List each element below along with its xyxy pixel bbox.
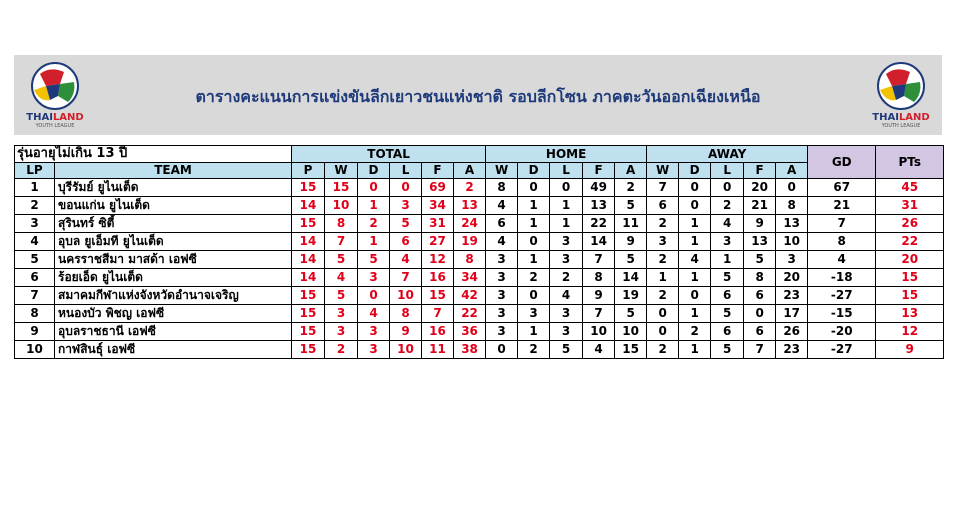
home-stat-cell: 7 [583, 251, 615, 269]
total-stat-cell: 5 [325, 251, 358, 269]
position-cell: 3 [15, 215, 55, 233]
age-group-label: รุ่นอายุไม่เกิน 13 ปี [15, 146, 292, 163]
away-stat-cell: 26 [776, 323, 808, 341]
team-name-cell: สุรินทร์ ซิตี้ [55, 215, 292, 233]
total-col-header: D [358, 163, 390, 179]
away-stat-cell: 23 [776, 341, 808, 359]
away-stat-cell: 0 [679, 197, 711, 215]
total-stat-cell: 42 [454, 287, 486, 305]
away-stat-cell: 1 [679, 233, 711, 251]
home-stat-cell: 4 [550, 287, 583, 305]
away-stat-cell: 2 [647, 215, 679, 233]
home-stat-cell: 1 [518, 215, 550, 233]
total-stat-cell: 5 [390, 215, 422, 233]
away-stat-cell: 0 [679, 179, 711, 197]
total-stat-cell: 5 [358, 251, 390, 269]
home-stat-cell: 2 [518, 269, 550, 287]
home-stat-cell: 4 [583, 341, 615, 359]
home-stat-cell: 0 [518, 287, 550, 305]
home-stat-cell: 4 [486, 233, 518, 251]
away-stat-cell: 3 [711, 233, 744, 251]
home-stat-cell: 1 [518, 197, 550, 215]
home-col-header: D [518, 163, 550, 179]
home-stat-cell: 3 [550, 323, 583, 341]
home-stat-cell: 1 [550, 215, 583, 233]
total-stat-cell: 34 [422, 197, 454, 215]
total-stat-cell: 4 [325, 269, 358, 287]
total-stat-cell: 31 [422, 215, 454, 233]
total-stat-cell: 4 [390, 251, 422, 269]
home-col-header: W [486, 163, 518, 179]
away-stat-cell: 5 [744, 251, 776, 269]
away-stat-cell: 3 [647, 233, 679, 251]
away-stat-cell: 0 [647, 323, 679, 341]
home-col-header: A [615, 163, 647, 179]
away-col-header: A [776, 163, 808, 179]
soccer-ball-icon [866, 60, 936, 112]
home-group-header: HOME [486, 146, 647, 163]
away-group-header: AWAY [647, 146, 808, 163]
away-stat-cell: 0 [647, 305, 679, 323]
home-stat-cell: 10 [615, 323, 647, 341]
away-stat-cell: 1 [679, 215, 711, 233]
away-stat-cell: 1 [679, 305, 711, 323]
away-stat-cell: 13 [776, 215, 808, 233]
total-stat-cell: 3 [358, 269, 390, 287]
total-stat-cell: 14 [292, 251, 325, 269]
home-stat-cell: 15 [615, 341, 647, 359]
title-banner [14, 55, 942, 135]
away-stat-cell: 2 [647, 251, 679, 269]
total-stat-cell: 15 [292, 341, 325, 359]
total-stat-cell: 1 [358, 197, 390, 215]
home-stat-cell: 22 [583, 215, 615, 233]
home-stat-cell: 1 [550, 197, 583, 215]
position-cell: 9 [15, 323, 55, 341]
total-stat-cell: 16 [422, 269, 454, 287]
home-stat-cell: 3 [486, 287, 518, 305]
table-row [15, 179, 944, 197]
away-col-header: L [711, 163, 744, 179]
goal-difference-cell: -27 [808, 287, 876, 305]
home-stat-cell: 0 [518, 233, 550, 251]
team-name-cell: กาฬสินธุ์ เอฟซี [55, 341, 292, 359]
team-name-cell: อุบลราชธานี เอฟซี [55, 323, 292, 341]
total-stat-cell: 14 [292, 269, 325, 287]
points-cell: 9 [876, 341, 944, 359]
away-col-header: W [647, 163, 679, 179]
home-stat-cell: 3 [486, 269, 518, 287]
total-stat-cell: 15 [292, 215, 325, 233]
home-col-header: F [583, 163, 615, 179]
table-row [15, 215, 944, 233]
total-stat-cell: 3 [325, 323, 358, 341]
standings-table [14, 145, 944, 359]
total-stat-cell: 0 [358, 179, 390, 197]
home-col-header: L [550, 163, 583, 179]
away-stat-cell: 6 [647, 197, 679, 215]
total-stat-cell: 0 [390, 179, 422, 197]
total-stat-cell: 34 [454, 269, 486, 287]
away-stat-cell: 0 [679, 287, 711, 305]
away-stat-cell: 21 [744, 197, 776, 215]
home-stat-cell: 8 [583, 269, 615, 287]
away-stat-cell: 6 [711, 323, 744, 341]
home-stat-cell: 3 [486, 323, 518, 341]
home-stat-cell: 5 [615, 251, 647, 269]
away-stat-cell: 13 [744, 233, 776, 251]
goal-difference-cell: -27 [808, 341, 876, 359]
points-cell: 15 [876, 287, 944, 305]
home-stat-cell: 0 [518, 179, 550, 197]
page-title: ตารางคะแนนการแข่งขันลีกเยาวชนแห่งชาติ รอบลีกโซน ภาคตะวันออกเฉียงเหนือ [195, 87, 761, 106]
total-stat-cell: 7 [422, 305, 454, 323]
away-stat-cell: 8 [744, 269, 776, 287]
total-stat-cell: 19 [454, 233, 486, 251]
position-cell: 1 [15, 179, 55, 197]
home-stat-cell: 3 [518, 305, 550, 323]
total-stat-cell: 8 [390, 305, 422, 323]
away-stat-cell: 6 [744, 323, 776, 341]
total-stat-cell: 13 [454, 197, 486, 215]
total-stat-cell: 38 [454, 341, 486, 359]
home-stat-cell: 49 [583, 179, 615, 197]
home-stat-cell: 8 [486, 179, 518, 197]
total-stat-cell: 3 [390, 197, 422, 215]
team-name-cell: ขอนแก่น ยูไนเต็ด [55, 197, 292, 215]
away-stat-cell: 2 [647, 341, 679, 359]
table-row [15, 233, 944, 251]
away-stat-cell: 6 [744, 287, 776, 305]
column-header-row [15, 163, 944, 179]
home-stat-cell: 0 [550, 179, 583, 197]
total-stat-cell: 22 [454, 305, 486, 323]
home-stat-cell: 7 [583, 305, 615, 323]
away-stat-cell: 0 [776, 179, 808, 197]
total-stat-cell: 11 [422, 341, 454, 359]
logo-subtitle: YOUTH LEAGUE [35, 123, 75, 129]
total-stat-cell: 2 [454, 179, 486, 197]
total-stat-cell: 2 [358, 215, 390, 233]
away-stat-cell: 1 [647, 269, 679, 287]
position-cell: 7 [15, 287, 55, 305]
total-stat-cell: 8 [454, 251, 486, 269]
total-stat-cell: 1 [358, 233, 390, 251]
table-row [15, 305, 944, 323]
points-cell: 20 [876, 251, 944, 269]
total-stat-cell: 10 [390, 287, 422, 305]
team-name-cell: บุรีรัมย์ ยูไนเต็ด [55, 179, 292, 197]
total-group-header: TOTAL [292, 146, 486, 163]
points-cell: 15 [876, 269, 944, 287]
away-stat-cell: 2 [647, 287, 679, 305]
standings-rows [15, 179, 944, 359]
goal-difference-cell: 7 [808, 215, 876, 233]
goal-difference-cell: 21 [808, 197, 876, 215]
team-name-cell: หนองบัว พิชญ เอฟซี [55, 305, 292, 323]
table-row [15, 323, 944, 341]
total-stat-cell: 27 [422, 233, 454, 251]
points-cell: 13 [876, 305, 944, 323]
total-stat-cell: 36 [454, 323, 486, 341]
home-stat-cell: 0 [486, 341, 518, 359]
away-stat-cell: 5 [711, 341, 744, 359]
goal-difference-cell: 8 [808, 233, 876, 251]
goal-difference-cell: -20 [808, 323, 876, 341]
total-col-header: P [292, 163, 325, 179]
away-col-header: F [744, 163, 776, 179]
total-stat-cell: 14 [292, 233, 325, 251]
total-stat-cell: 6 [390, 233, 422, 251]
home-stat-cell: 1 [518, 323, 550, 341]
team-name-cell: ร้อยเอ็ด ยูไนเต็ด [55, 269, 292, 287]
points-cell: 12 [876, 323, 944, 341]
home-stat-cell: 5 [615, 197, 647, 215]
total-stat-cell: 12 [422, 251, 454, 269]
total-stat-cell: 69 [422, 179, 454, 197]
home-stat-cell: 2 [518, 341, 550, 359]
total-stat-cell: 5 [325, 287, 358, 305]
home-stat-cell: 14 [615, 269, 647, 287]
table-row [15, 269, 944, 287]
team-header: TEAM [55, 163, 292, 179]
position-cell: 2 [15, 197, 55, 215]
position-cell: 8 [15, 305, 55, 323]
away-stat-cell: 20 [776, 269, 808, 287]
away-col-header: D [679, 163, 711, 179]
home-stat-cell: 3 [486, 251, 518, 269]
total-stat-cell: 10 [325, 197, 358, 215]
points-cell: 22 [876, 233, 944, 251]
total-col-header: F [422, 163, 454, 179]
total-stat-cell: 24 [454, 215, 486, 233]
home-stat-cell: 19 [615, 287, 647, 305]
logo-wordmark: THAILAND [872, 112, 930, 123]
team-name-cell: นครราชสีมา มาสด้า เอฟซี [55, 251, 292, 269]
home-stat-cell: 10 [583, 323, 615, 341]
away-stat-cell: 10 [776, 233, 808, 251]
gd-header: GD [808, 146, 876, 179]
total-col-header: A [454, 163, 486, 179]
total-stat-cell: 7 [390, 269, 422, 287]
away-stat-cell: 7 [647, 179, 679, 197]
goal-difference-cell: 67 [808, 179, 876, 197]
total-stat-cell: 15 [292, 287, 325, 305]
points-cell: 31 [876, 197, 944, 215]
team-name-cell: สมาคมกีฬาแห่งจังหวัดอำนาจเจริญ [55, 287, 292, 305]
home-stat-cell: 2 [550, 269, 583, 287]
total-stat-cell: 15 [292, 323, 325, 341]
position-cell: 6 [15, 269, 55, 287]
goal-difference-cell: -18 [808, 269, 876, 287]
home-stat-cell: 9 [583, 287, 615, 305]
total-stat-cell: 3 [358, 341, 390, 359]
total-stat-cell: 9 [390, 323, 422, 341]
away-stat-cell: 23 [776, 287, 808, 305]
logo-wordmark: THAILAND [26, 112, 84, 123]
away-stat-cell: 2 [711, 197, 744, 215]
goal-difference-cell: 4 [808, 251, 876, 269]
pts-header: PTs [876, 146, 944, 179]
position-cell: 5 [15, 251, 55, 269]
total-stat-cell: 15 [292, 305, 325, 323]
table-row [15, 287, 944, 305]
total-stat-cell: 8 [325, 215, 358, 233]
total-stat-cell: 4 [358, 305, 390, 323]
points-cell: 26 [876, 215, 944, 233]
home-stat-cell: 9 [615, 233, 647, 251]
away-stat-cell: 4 [711, 215, 744, 233]
position-cell: 4 [15, 233, 55, 251]
position-cell: 10 [15, 341, 55, 359]
total-stat-cell: 3 [358, 323, 390, 341]
total-stat-cell: 10 [390, 341, 422, 359]
home-stat-cell: 6 [486, 215, 518, 233]
group-header-row [15, 146, 944, 163]
goal-difference-cell: -15 [808, 305, 876, 323]
table-row [15, 251, 944, 269]
away-stat-cell: 4 [679, 251, 711, 269]
total-col-header: L [390, 163, 422, 179]
away-stat-cell: 5 [711, 269, 744, 287]
home-stat-cell: 3 [550, 233, 583, 251]
away-stat-cell: 1 [679, 341, 711, 359]
thailand-youth-league-logo [866, 60, 936, 130]
away-stat-cell: 8 [776, 197, 808, 215]
home-stat-cell: 5 [550, 341, 583, 359]
home-stat-cell: 14 [583, 233, 615, 251]
total-stat-cell: 15 [422, 287, 454, 305]
total-col-header: W [325, 163, 358, 179]
away-stat-cell: 0 [744, 305, 776, 323]
away-stat-cell: 1 [711, 251, 744, 269]
home-stat-cell: 2 [615, 179, 647, 197]
logo-subtitle: YOUTH LEAGUE [881, 123, 921, 129]
away-stat-cell: 5 [711, 305, 744, 323]
points-cell: 45 [876, 179, 944, 197]
home-stat-cell: 11 [615, 215, 647, 233]
away-stat-cell: 7 [744, 341, 776, 359]
total-stat-cell: 16 [422, 323, 454, 341]
away-stat-cell: 6 [711, 287, 744, 305]
table-row [15, 341, 944, 359]
total-stat-cell: 7 [325, 233, 358, 251]
total-stat-cell: 0 [358, 287, 390, 305]
total-stat-cell: 14 [292, 197, 325, 215]
home-stat-cell: 4 [486, 197, 518, 215]
away-stat-cell: 1 [679, 269, 711, 287]
home-stat-cell: 13 [583, 197, 615, 215]
total-stat-cell: 15 [325, 179, 358, 197]
home-stat-cell: 5 [615, 305, 647, 323]
away-stat-cell: 3 [776, 251, 808, 269]
away-stat-cell: 9 [744, 215, 776, 233]
lp-header: LP [15, 163, 55, 179]
table-row [15, 197, 944, 215]
away-stat-cell: 20 [744, 179, 776, 197]
total-stat-cell: 3 [325, 305, 358, 323]
total-stat-cell: 2 [325, 341, 358, 359]
home-stat-cell: 1 [518, 251, 550, 269]
team-name-cell: อุบล ยูเอ็มที ยูไนเต็ด [55, 233, 292, 251]
home-stat-cell: 3 [486, 305, 518, 323]
home-stat-cell: 3 [550, 305, 583, 323]
home-stat-cell: 3 [550, 251, 583, 269]
away-stat-cell: 0 [711, 179, 744, 197]
total-stat-cell: 15 [292, 179, 325, 197]
away-stat-cell: 2 [679, 323, 711, 341]
away-stat-cell: 17 [776, 305, 808, 323]
